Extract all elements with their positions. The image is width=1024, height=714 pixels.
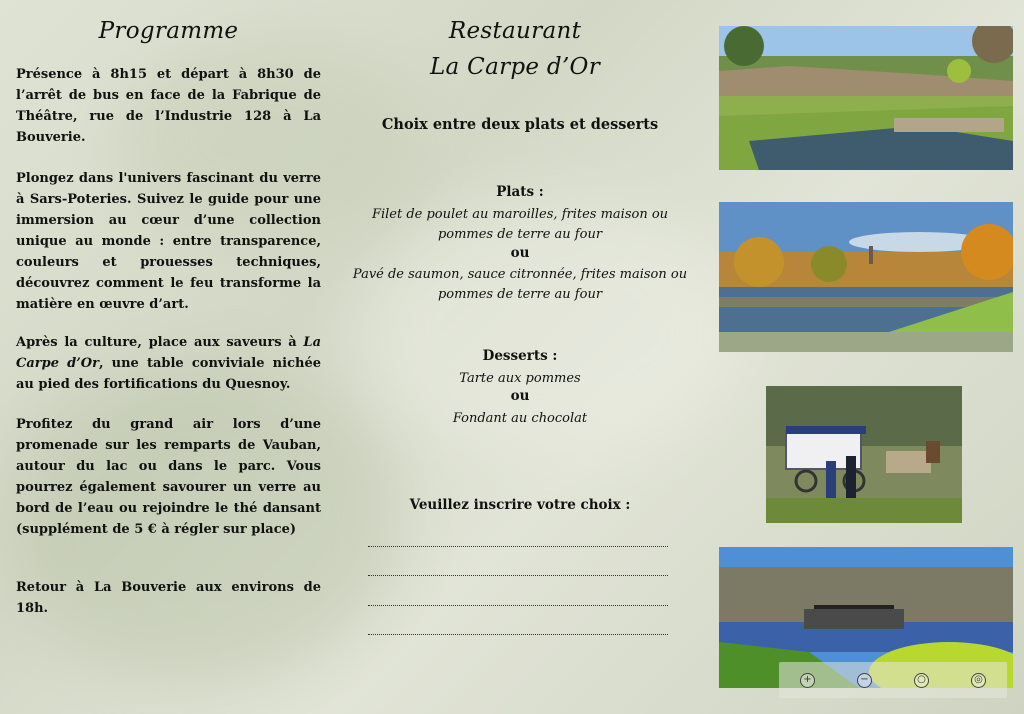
lunch-text-end: , une table conviviale nichée au pied des fortifications du Quesnoy. bbox=[16, 356, 321, 392]
programme-paragraph-return: Retour à La Bouverie aux environs de 18h. bbox=[16, 580, 321, 616]
desserts-or: ou bbox=[510, 388, 530, 404]
zoom-reset-icon[interactable]: ○ bbox=[914, 673, 929, 688]
lunch-text-start: Après la culture, place aux saveurs à bbox=[16, 335, 304, 350]
ramparts-canal-icon bbox=[719, 26, 1013, 170]
lake-autumn-town-icon bbox=[719, 202, 1013, 352]
plat-option-1: Filet de poulet au maroilles, frites maison ou pommes de terre au four bbox=[371, 207, 669, 242]
inscribe-choice-label: Veuillez inscrire votre choix : bbox=[409, 497, 631, 513]
programme-title: Programme bbox=[98, 18, 239, 44]
desserts-heading: Desserts : bbox=[482, 348, 558, 364]
programme-paragraph-walk: Profitez du grand air lors d’une promenade sur les remparts de Vauban, autour du lac ou dans le parc. Vous pourrez également savourer un verre au bord de l’eau ou rejoindre le thé dansant (supplément de 5 € à régler sur place) bbox=[16, 417, 321, 537]
image-viewer-toolbar bbox=[779, 662, 1007, 698]
dessert-option-2: Fondant au chocolat bbox=[452, 411, 588, 426]
restaurant-name-title: La Carpe d’Or bbox=[429, 54, 601, 80]
zoom-in-icon[interactable]: + bbox=[800, 673, 815, 688]
dessert-option-1: Tarte aux pommes bbox=[459, 371, 581, 386]
horse-carriage-icon bbox=[766, 386, 962, 523]
restaurant-title: Restaurant bbox=[448, 18, 582, 44]
plats-or: ou bbox=[510, 245, 530, 261]
programme-paragraph-lunch bbox=[16, 332, 321, 395]
choice-heading: Choix entre deux plats et desserts bbox=[381, 116, 659, 133]
plats-heading: Plats : bbox=[496, 184, 544, 200]
lake-autumn-photo bbox=[719, 202, 1013, 352]
fit-screen-icon[interactable]: ◎ bbox=[971, 673, 986, 688]
restaurant-name-inline: La Carpe d’Or bbox=[16, 335, 321, 371]
ramparts-canal-photo bbox=[719, 26, 1013, 170]
choice-line-3[interactable] bbox=[368, 605, 668, 606]
choice-line-1[interactable] bbox=[368, 546, 668, 547]
zoom-out-icon[interactable]: − bbox=[857, 673, 872, 688]
programme-paragraph-departure: Présence à 8h15 et départ à 8h30 de l’arrêt de bus en face de la Fabrique de Théâtre, rue de l’Industrie 128 à La Bouverie. bbox=[16, 67, 321, 145]
choice-line-4[interactable] bbox=[368, 634, 668, 635]
horse-carriage-photo bbox=[766, 386, 962, 523]
choice-line-2[interactable] bbox=[368, 575, 668, 576]
programme-paragraph-glass: Plongez dans l'univers fascinant du verre à Sars-Poteries. Suivez le guide pour une immersion au cœur d’une collection unique au monde : entre transparence, couleurs et prouesses techniques, découvrez comment le feu transforme la matière en œuvre d’art. bbox=[16, 171, 321, 312]
plat-option-2: Pavé de saumon, sauce citronnée, frites maison ou pommes de terre au four bbox=[352, 267, 688, 302]
